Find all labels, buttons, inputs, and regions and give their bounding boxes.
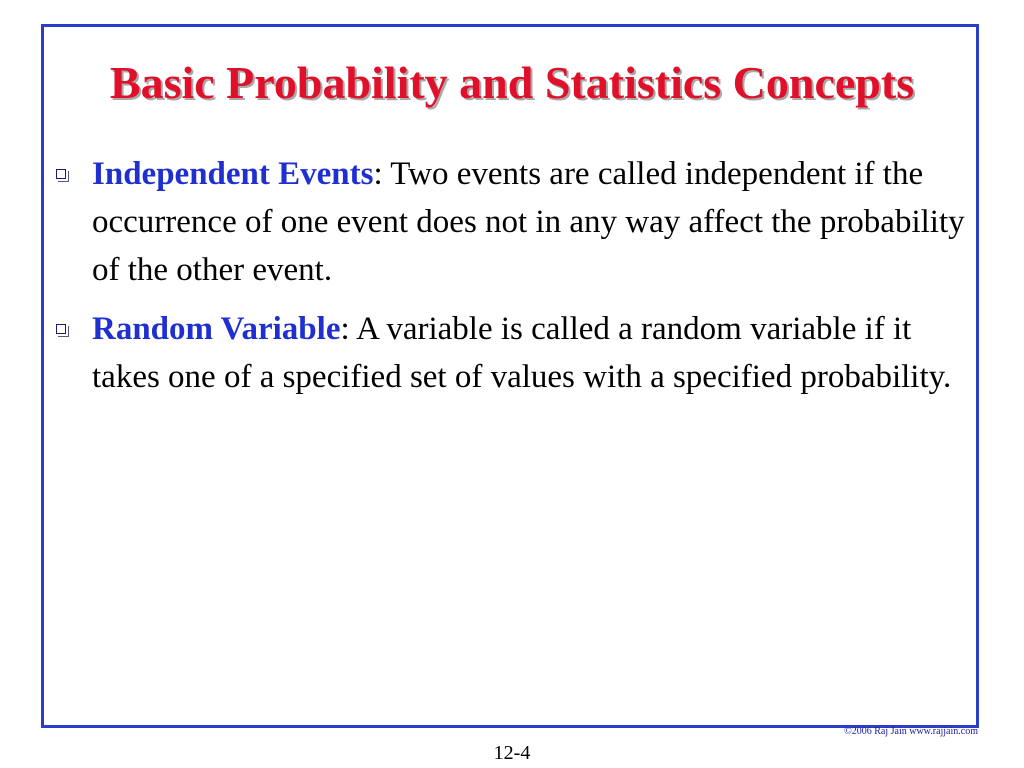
bullet-item-random-variable	[56, 305, 966, 401]
bullet-term: Independent Events	[92, 156, 374, 192]
bullet-list	[56, 150, 966, 412]
bullet-item-independent-events	[56, 150, 966, 294]
hollow-square-bullet-icon	[56, 324, 66, 334]
bullet-definition: : Two events are called independent if the occurrence of one event does not in any way affect the probability of the other event.	[92, 156, 965, 288]
page-number: 12-4	[493, 742, 531, 764]
hollow-square-bullet-icon	[56, 169, 66, 179]
copyright-notice: ©2006 Raj Jain www.rajjain.com	[844, 726, 978, 737]
bullet-term: Random Variable	[92, 311, 341, 347]
slide-title: Basic Probability and Statistics Concepts	[109, 57, 915, 108]
bullet-definition: : A variable is called a random variable if it takes one of a specified set of values with a specified probability.	[92, 311, 952, 395]
